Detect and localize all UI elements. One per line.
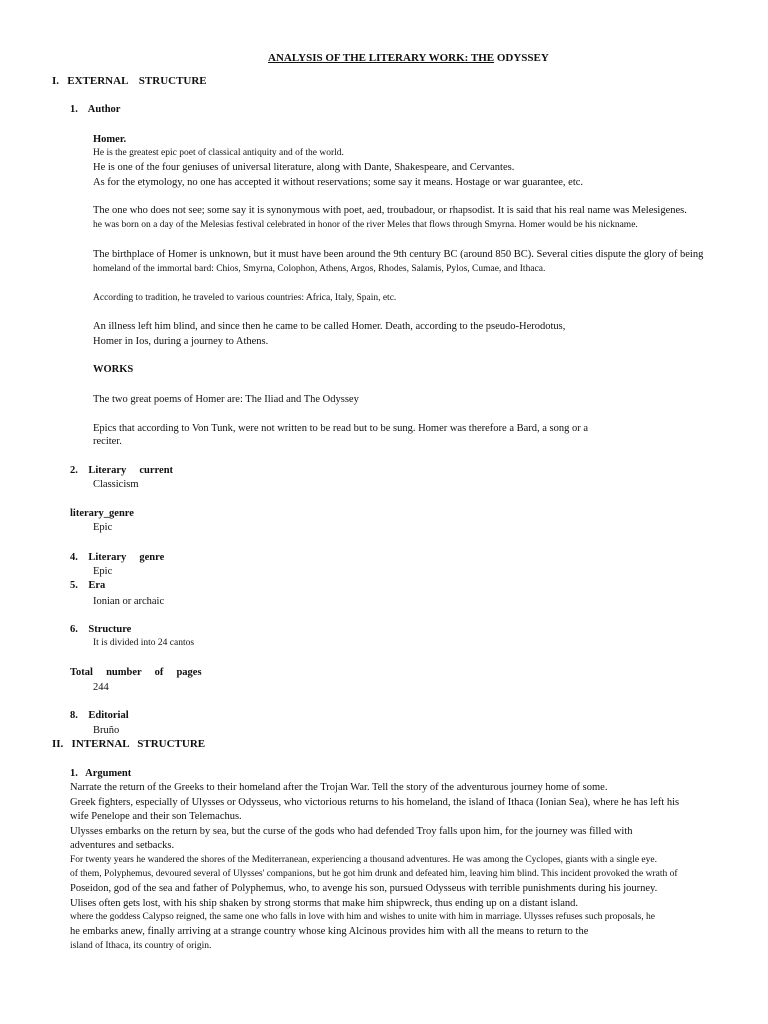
tradition-line: According to tradition, he traveled to various countries: Africa, Italy, Spain, etc.	[93, 293, 397, 303]
argument-line-4: Ulysses embarks on the return by sea, but the curse of the gods who had defended Troy falls upon him, for the journey was filled with	[70, 826, 633, 837]
document-title-rest: ODYSSEY	[494, 52, 549, 64]
literary-current-value: Classicism	[93, 479, 139, 490]
document-title	[268, 52, 549, 64]
literary-current-heading: 2. Literary current	[70, 465, 174, 476]
section-external-structure-heading: I. EXTERNAL STRUCTURE	[52, 75, 207, 87]
era-value: Ionian or archaic	[93, 596, 165, 607]
literary-genre-heading: 4. Literary genre	[70, 552, 165, 563]
illness-line-2: Homer in Ios, during a journey to Athens.	[93, 336, 269, 347]
argument-line-3: wife Penelope and their son Telemachus.	[70, 811, 242, 822]
era-heading: 5. Era	[70, 580, 106, 591]
epics-line-2: reciter.	[93, 436, 122, 447]
editorial-heading: 8. Editorial	[70, 710, 129, 721]
homer-line-3: As for the etymology, no one has accepted it without reservations; some say it means. Hostage or war guarantee, etc.	[93, 177, 584, 188]
total-pages-value: 244	[93, 682, 109, 693]
argument-line-10: where the goddess Calypso reigned, the same one who falls in love with him and wishes to unite with him in marriage. Ulysses refuses such proposals, he	[70, 912, 655, 922]
illness-line-1: An illness left him blind, and since then he came to be called Homer. Death, according to the pseudo-Herodotus,	[93, 321, 566, 332]
not-see-line-2: he was born on a day of the Melesias festival celebrated in honor of the river Meles that flows through Smyrna. Homer would be his nickname.	[93, 220, 638, 230]
argument-line-5: adventures and setbacks.	[70, 840, 175, 851]
birthplace-line-1: The birthplace of Homer is unknown, but it must have been around the 9th century BC (around 850 BC). Several cities dispute the glory of being	[93, 249, 704, 260]
birthplace-line-2: homeland of the immortal bard: Chios, Smyrna, Colophon, Athens, Argos, Rhodes, Salamis, Pylos, Cumae, and Ithaca.	[93, 264, 546, 274]
epics-line-1: Epics that according to Von Tunk, were not written to be read but to be sung. Homer was therefore a Bard, a song or a	[93, 423, 589, 434]
structure-value: It is divided into 24 cantos	[93, 638, 195, 648]
homer-heading: Homer.	[93, 134, 127, 145]
works-line: The two great poems of Homer are: The Iliad and The Odyssey	[93, 394, 359, 405]
literary-genre-key-heading: literary_genre	[70, 508, 134, 519]
works-heading: WORKS	[93, 364, 134, 375]
argument-line-2: Greek fighters, especially of Ulysses or Odysseus, who victorious returns to his homeland, the island of Ithaca (Ionian Sea), where he has left his	[70, 797, 680, 808]
argument-line-12: island of Ithaca, its country of origin.	[70, 941, 212, 951]
argument-line-6: For twenty years he wandered the shores of the Mediterranean, experiencing a thousand adventures. He was among the Cyclopes, giants with a single eye.	[70, 855, 657, 865]
argument-line-1: Narrate the return of the Greeks to their homeland after the Trojan War. Tell the story of the adventurous journey home of some.	[70, 782, 608, 793]
section-internal-structure-heading: II. INTERNAL STRUCTURE	[52, 738, 206, 750]
structure-heading: 6. Structure	[70, 624, 132, 635]
argument-heading: 1. Argument	[70, 768, 132, 779]
author-heading: 1. Author	[70, 104, 121, 115]
editorial-value: Bruño	[93, 725, 120, 736]
homer-line-1: He is the greatest epic poet of classical antiquity and of the world.	[93, 148, 344, 158]
not-see-line-1: The one who does not see; some say it is synonymous with poet, aed, troubadour, or rhapsodist. It is said that his real name was Melesigenes.	[93, 205, 687, 216]
total-pages-heading: Total number of pages	[70, 667, 202, 678]
homer-line-2: He is one of the four geniuses of universal literature, along with Dante, Shakespeare, and Cervantes.	[93, 162, 515, 173]
argument-line-11: he embarks anew, finally arriving at a strange country whose king Alcinous provides him with all the means to return to the	[70, 926, 589, 937]
argument-line-8: Poseidon, god of the sea and father of Polyphemus, who, to avenge his son, pursued Odysseus with terrible punishments during his journey.	[70, 883, 658, 894]
argument-line-7: of them, Polyphemus, devoured several of Ulysses' companions, but he got him drunk and defeated him, leaving him blind. This incident provoked the wrath of	[70, 869, 678, 879]
literary-genre-key-value: Epic	[93, 522, 113, 533]
argument-line-9: Ulises often gets lost, with his ship shaken by strong storms that make him shipwreck, thus ending up on a distant island.	[70, 898, 579, 909]
literary-genre-value: Epic	[93, 566, 113, 577]
document-title-underlined: ANALYSIS OF THE LITERARY WORK: THE	[268, 52, 495, 64]
